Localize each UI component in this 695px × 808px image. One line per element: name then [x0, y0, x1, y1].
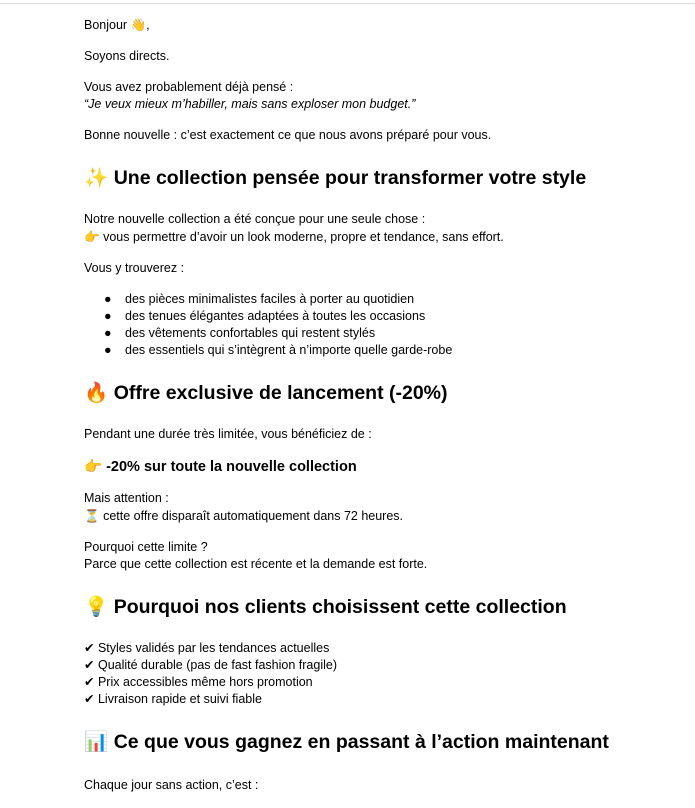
offer-reason [84, 539, 664, 573]
intro-line-1: Soyons directs. [84, 49, 170, 63]
light-bulb-icon: 💡 [84, 595, 109, 618]
heading-clients [84, 594, 664, 620]
greeting-suffix: , [146, 18, 150, 32]
list-item: ✔ Livraison rapide et suivi fiable [84, 692, 262, 706]
list-item: ✔ Qualité durable (pas de fast fashion fragile) [84, 658, 337, 672]
heading-gain [84, 729, 664, 755]
offer-highlight-text: -20% sur toute la nouvelle collection [106, 459, 357, 475]
heading-collection [84, 165, 664, 191]
list-item: ● des essentiels qui s’intègrent à n’importe quelle garde-robe [104, 343, 453, 357]
collection-list [84, 291, 664, 359]
greeting-line [84, 16, 664, 34]
check-icon: ✔ [84, 692, 95, 706]
page-top-divider [0, 3, 695, 4]
heading-offer [84, 380, 664, 406]
offer-reason-answer: Parce que cette collection est récente et la demande est forte. [84, 557, 428, 571]
list-item: ● des pièces minimalistes faciles à porter au quotidien [104, 292, 415, 306]
check-icon: ✔ [84, 641, 95, 655]
intro-line-2: Vous avez probablement déjà pensé : [84, 80, 294, 94]
sparkles-icon: ✨ [84, 166, 109, 189]
list-item: ● des tenues élégantes adaptées à toutes les occasions [104, 309, 426, 323]
bar-chart-icon: 📊 [84, 730, 109, 753]
gain-intro: Chaque jour sans action, c’est : [84, 778, 259, 792]
list-item: ✔ Styles validés par les tendances actuelles [84, 641, 330, 655]
list-item: ✔ Prix accessibles même hors promotion [84, 675, 313, 689]
offer-attention [84, 490, 664, 525]
offer-intro: Pendant une durée très limitée, vous bénéficiez de : [84, 427, 372, 441]
bullet-icon: ● [104, 326, 112, 340]
heading-collection-text: Une collection pensée pour transformer votre style [113, 167, 587, 189]
intro-thought [84, 79, 664, 113]
intro-quote: “Je veux mieux m’habiller, mais sans exploser mon budget.” [84, 97, 416, 111]
list-item: ● des vêtements confortables qui restent stylés [104, 326, 376, 340]
greeting-text: Bonjour [84, 18, 128, 32]
offer-highlight [84, 457, 664, 477]
bullet-icon: ● [104, 309, 112, 323]
check-icon: ✔ [84, 675, 95, 689]
offer-attention-label: Mais attention : [84, 491, 169, 505]
collection-purpose [84, 211, 664, 246]
heading-offer-text: Offre exclusive de lancement (-20%) [113, 382, 448, 404]
bullet-icon: ● [104, 343, 112, 357]
fire-icon: 🔥 [84, 381, 109, 404]
pointing-hand-icon: 👉 [84, 459, 103, 475]
clients-checklist [84, 640, 664, 708]
intro-line-3: Bonne nouvelle : c’est exactement ce que nous avons préparé pour vous. [84, 128, 492, 142]
offer-timer-text: cette offre disparaît automatiquement dans 72 heures. [103, 509, 404, 523]
pointing-hand-icon: 👉 [84, 229, 100, 244]
collection-purpose-line-1: Notre nouvelle collection a été conçue pour une seule chose : [84, 212, 426, 226]
collection-purpose-line-2: vous permettre d’avoir un look moderne, propre et tendance, sans effort. [103, 230, 504, 244]
check-icon: ✔ [84, 658, 95, 672]
heading-gain-text: Ce que vous gagnez en passant à l’action maintenant [113, 731, 609, 753]
bullet-icon: ● [104, 292, 112, 306]
heading-clients-text: Pourquoi nos clients choisissent cette collection [113, 596, 567, 618]
collection-list-intro: Vous y trouverez : [84, 261, 185, 275]
waving-hand-icon: 👋 [130, 17, 147, 32]
hourglass-icon: ⏳ [84, 508, 100, 523]
offer-reason-question: Pourquoi cette limite ? [84, 540, 208, 554]
email-document [84, 16, 664, 808]
